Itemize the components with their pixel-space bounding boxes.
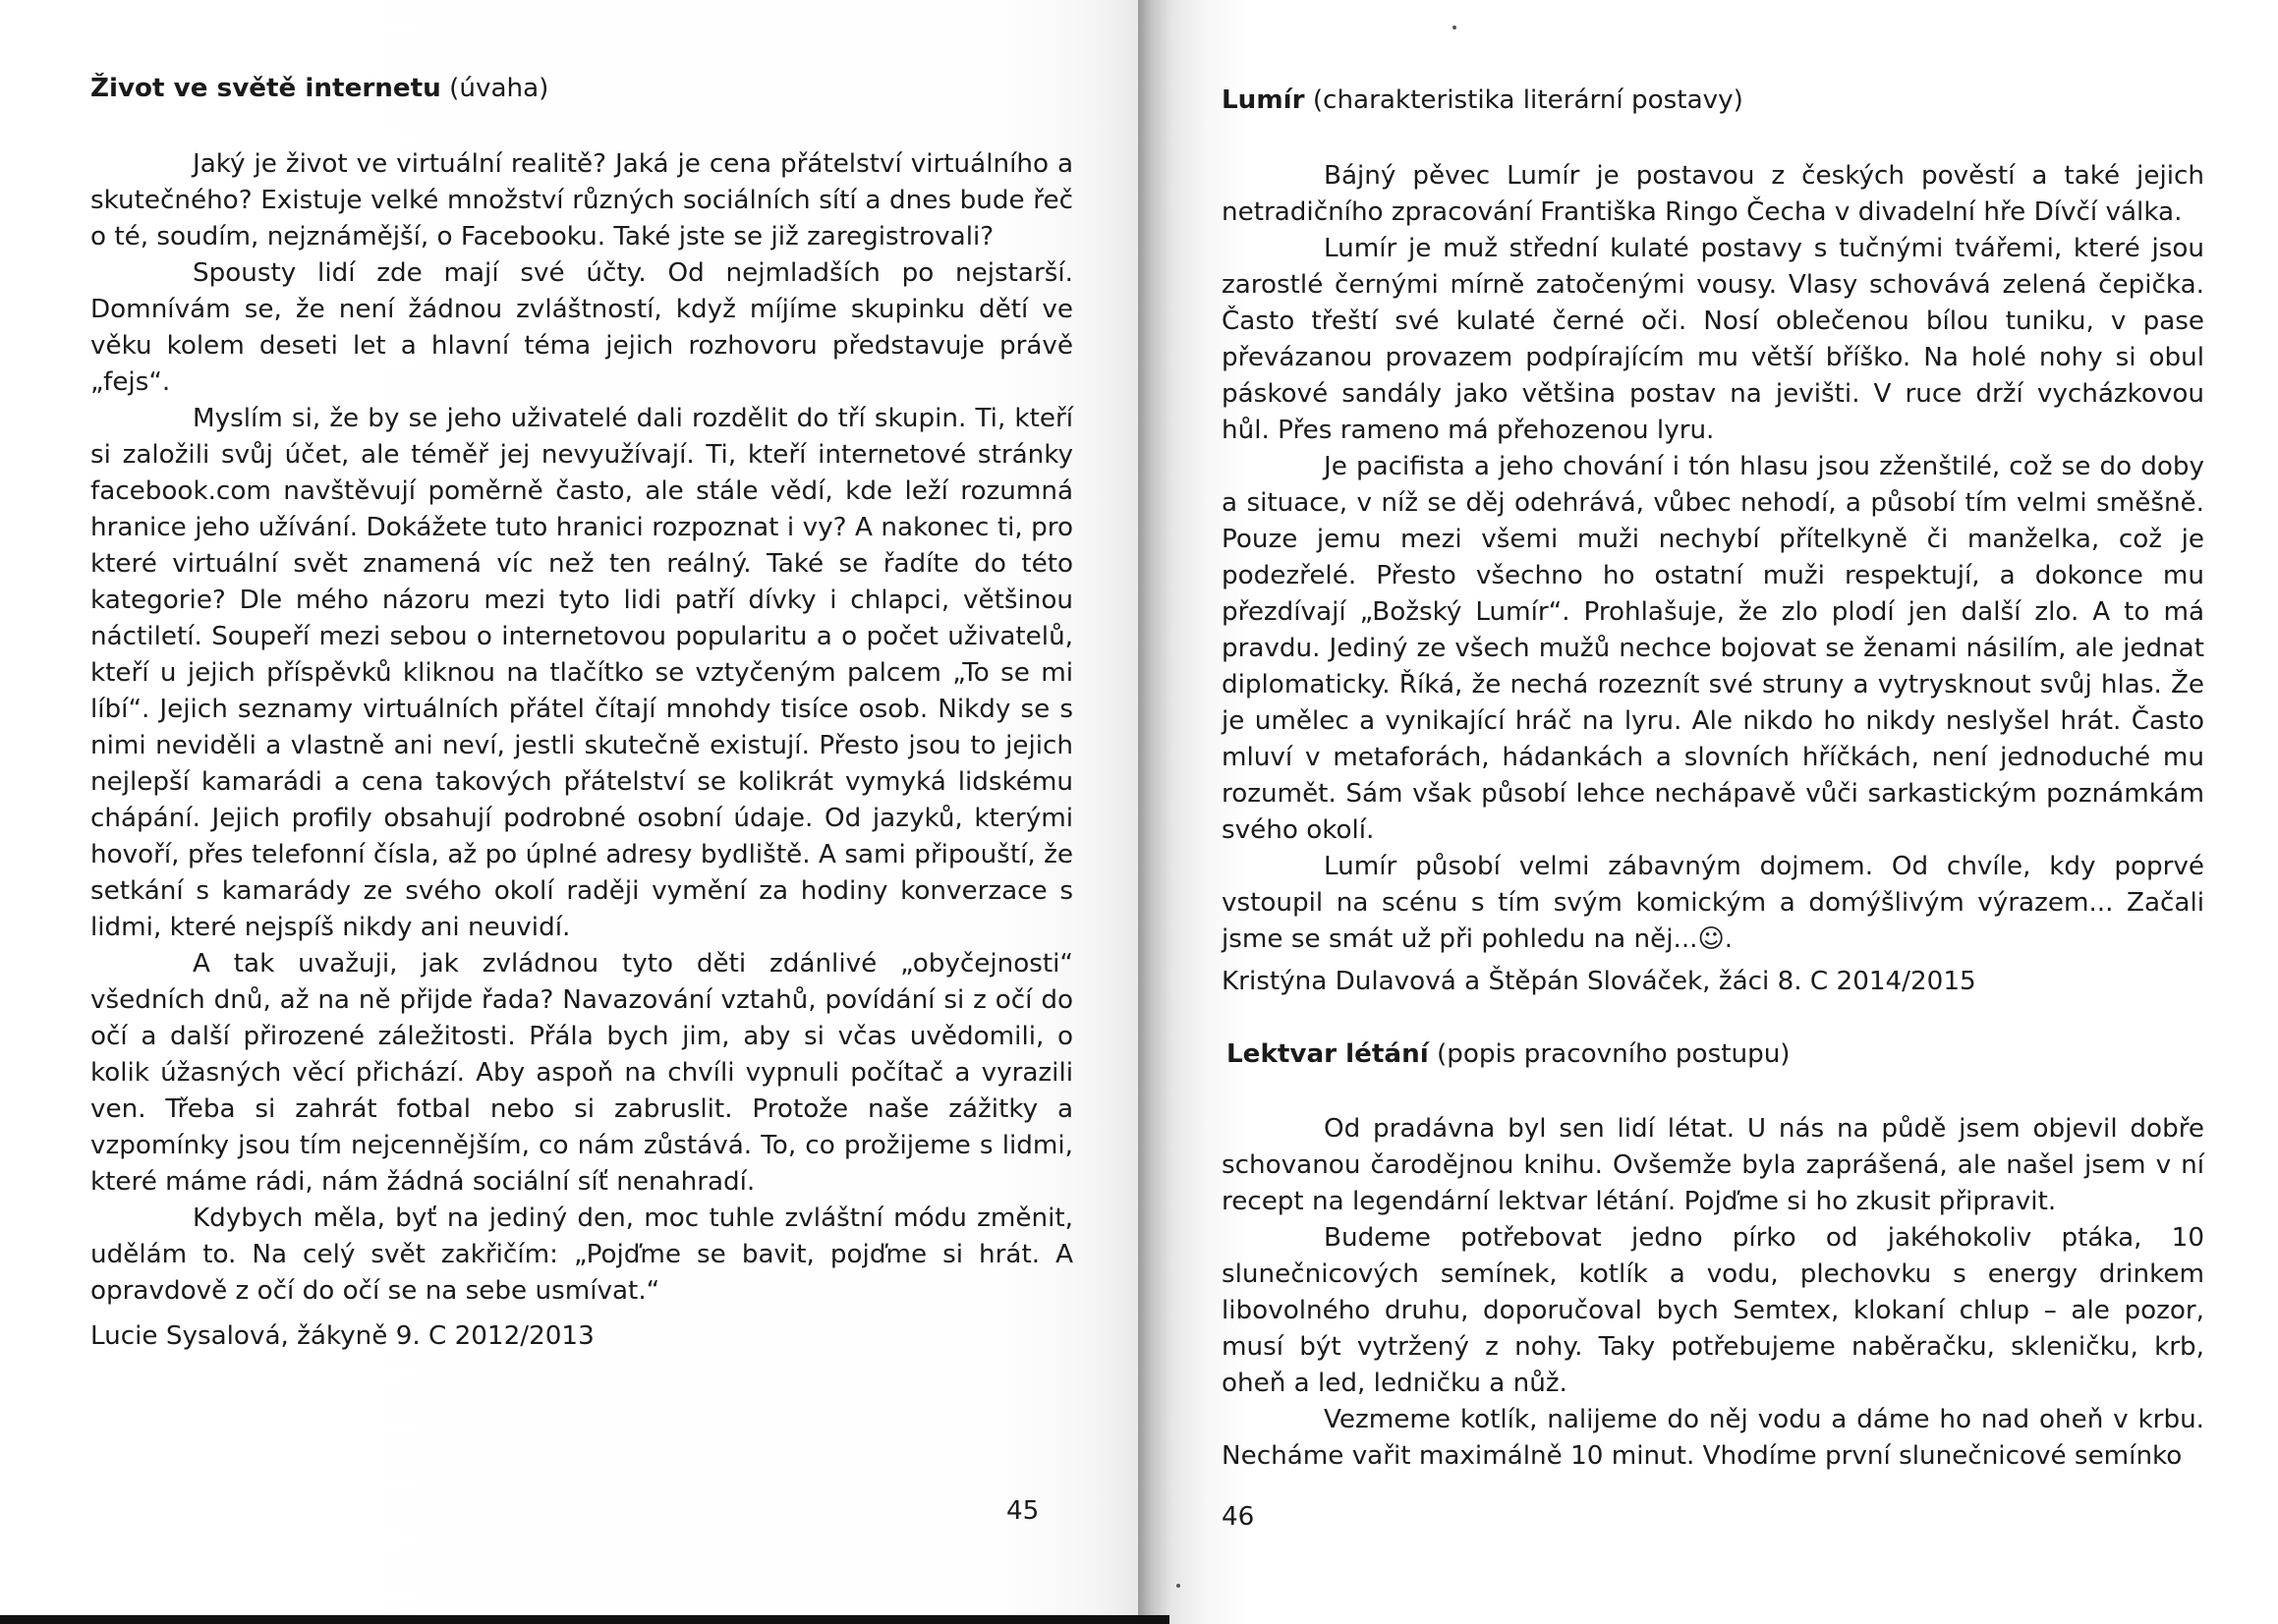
lumir-title-genre: (charakteristika literární postavy) [1304,85,1743,115]
lumir-paragraph-3: Je pacifista a jeho chování i tón hlasu jsou zženštilé, což se do doby a situace, v níž se děj odehrává, vůbec nehodí, a působí tím velmi směšně. Pouze jemu mezi všemi muži nechybí přítelkyně či manželka, což je podezřelé. Přesto všechno ho ostatní muži respektují, a dokonce mu přezdívají „Božský Lumír“. Prohlašuje, že zlo plodí jen další zlo. A to má pravdu. Jediný ze všech mužů nechce bojovat se ženami násilím, ale jednat diplomaticky. Říká, že nechá rozeznít své struny a vytrysknout svůj hlas. Že je umělec a vynikající hráč na lyru. Ale nikdo ho nikdy neslyšel hrát. Často mluví v metaforách, hádankách a slovních hříčkách, není jednoduché mu rozumět. Sám však působí lehce nechápavě vůči sarkastickým poznámkám svého okolí. [1222,452,2204,845]
lektvar-paragraph-3: Vezmeme kotlík, nalijeme do něj vodu a dáme ho nad oheň v krbu. Necháme vařit maximálně 10 minut. Vhodíme první slunečnicové semínko [1222,1405,2204,1471]
left-paragraph-2: Spousty lidí zde mají své účty. Od nejmladších po nejstarší. Domnívám se, že není žádnou zvláštností, když míjíme skupinku dětí ve věku kolem deseti let a hlavní téma jejich rozhovoru představuje právě „fejs“. [90,258,1073,397]
speck [1452,26,1456,29]
left-page-body [90,146,1073,1310]
lektvar-paragraph-2: Budeme potřebovat jedno pírko od jakéhokoliv ptáka, 10 slunečnicových semínek, kotlík a vodu, plechovku s energy drinkem libovolného druhu, doporučoval bych Semtex, klokaní chlup – ale pozor, musí být vytržený z nohy. Taky potřebujeme naběračku, skleničku, krb, oheň a led, ledničku a nůž. [1222,1223,2204,1398]
lektvar-title-bold: Lektvar létání [1226,1039,1429,1069]
lumir-title [1222,83,1743,119]
left-signature: Lucie Sysalová, žákyně 9. C 2012/2013 [90,1321,595,1351]
lektvar-title-genre: (popis pracovního postupu) [1428,1039,1791,1069]
lumir-paragraph-4: Lumír působí velmi zábavným dojmem. Od chvíle, kdy poprvé vstoupil na scénu s tím svým komickým a domýšlivým výrazem... Začali jsme se smát už při pohledu na něj...☺. [1222,852,2204,954]
lumir-signature: Kristýna Dulavová a Štěpán Slováček, žáci 8. C 2014/2015 [1222,967,1976,996]
left-title-bold: Život ve světě internetu [90,74,441,103]
lumir-body [1222,158,2204,958]
left-page-title [90,71,548,107]
left-paragraph-5: Kdybych měla, byť na jediný den, moc tuhle zvláštní módu změnit, udělám to. Na celý svět zakřičím: „Pojďme se bavit, pojďme si hrát. A opravdově z očí do očí se na sebe usmívat.“ [90,1204,1073,1306]
lektvar-title [1226,1036,1791,1073]
left-paragraph-4: A tak uvažuji, jak zvládnou tyto děti zdánlivé „obyčejnosti“ všedních dnů, až na ně přijde řada? Navazování vztahů, povídání si z očí do očí a další přirozené záležitosti. Přála bych jim, aby si včas uvědomili, o kolik úžasných věcí přichází. Aby aspoň na chvíli vypnuli počítač a vyrazili ven. Třeba si zahrát fotbal nebo si zabruslit. Protože naše zážitky a vzpomínky jsou tím nejcennějším, co nám zůstává. To, co prožijeme s lidmi, které máme rádi, nám žádná sociální síť nenahradí. [90,949,1073,1197]
lektvar-paragraph-1: Od pradávna byl sen lidí létat. U nás na půdě jsem objevil dobře schovanou čarodějnou knihu. Ovšemže byla zaprášená, ale našel jsem v ní recept na legendární lektvar létání. Pojďme si ho zkusit připravit. [1222,1114,2204,1216]
lumir-paragraph-2: Lumír je muž střední kulaté postavy s tučnými tvářemi, které jsou zarostlé černými mírně zatočenými vousy. Vlasy schovává zelená čepička. Často třeští své kulaté černé oči. Nosí oblečenou bílou tuniku, v pase převázanou provazem podpírajícím mu větší bříško. Na holé nohy si obul páskové sandály jako většina postav na jevišti. V ruce drží vycházkovou hůl. Přes rameno má přehozenou lyru. [1222,234,2204,445]
left-paragraph-1: Jaký je život ve virtuální realitě? Jaká je cena přátelství virtuálního a skutečného? Existuje velké množství různých sociálních sítí a dnes bude řeč o té, soudím, nejznámější, o Facebooku. Také jste se již zaregistrovali? [90,149,1073,252]
lektvar-body [1222,1111,2204,1475]
lumir-paragraph-1: Bájný pěvec Lumír je postavou z českých pověstí a také jejich netradičního zpracování Františka Ringo Čecha v divadelní hře Dívčí válka. [1222,161,2204,227]
speck [1176,1584,1180,1588]
scan-bottom-edge [0,1615,1169,1624]
left-page [0,0,1138,1624]
right-page-number: 46 [1222,1502,1255,1532]
left-title-genre: (úvaha) [440,74,549,103]
lumir-title-bold: Lumír [1222,85,1305,115]
left-paragraph-3: Myslím si, že by se jeho uživatelé dali rozdělit do tří skupin. Ti, kteří si založili svůj účet, ale téměř jej nevyužívají. Ti, kteří internetové stránky facebook.com navštěvují poměrně často, ale stále vědí, kde leží rozumná hranice jeho užívání. Dokážete tuto hranici rozpoznat i vy? A nakonec ti, pro které virtuální svět znamená víc než ten reálný. Také se řadíte do této kategorie? Dle mého názoru mezi tyto lidi patří dívky i chlapci, většinou náctiletí. Soupeří mezi sebou o internetovou popularitu a o počet uživatelů, kteří u jejich příspěvků kliknou na tlačítko se vztyčeným palcem „To se mi líbí“. Jejich seznamy virtuálních přátel čítají mnohdy tisíce osob. Nikdy se s nimi neviděli a vlastně ani neví, jestli skutečně existují. Přesto jsou to jejich nejlepší kamarádi a cena takových přátelství se kolikrát vymyká lidskému chápání. Jejich profily obsahují podrobné osobní údaje. Od jazyků, kterými hovoří, přes telefonní čísla, až po úplné adresy bydliště. A sami připouští, že setkání s kamarády ze svého okolí raději vymění za hodiny konverzace s lidmi, které nejspíš nikdy ani neuvidí. [90,404,1073,942]
left-page-number: 45 [1006,1496,1040,1526]
